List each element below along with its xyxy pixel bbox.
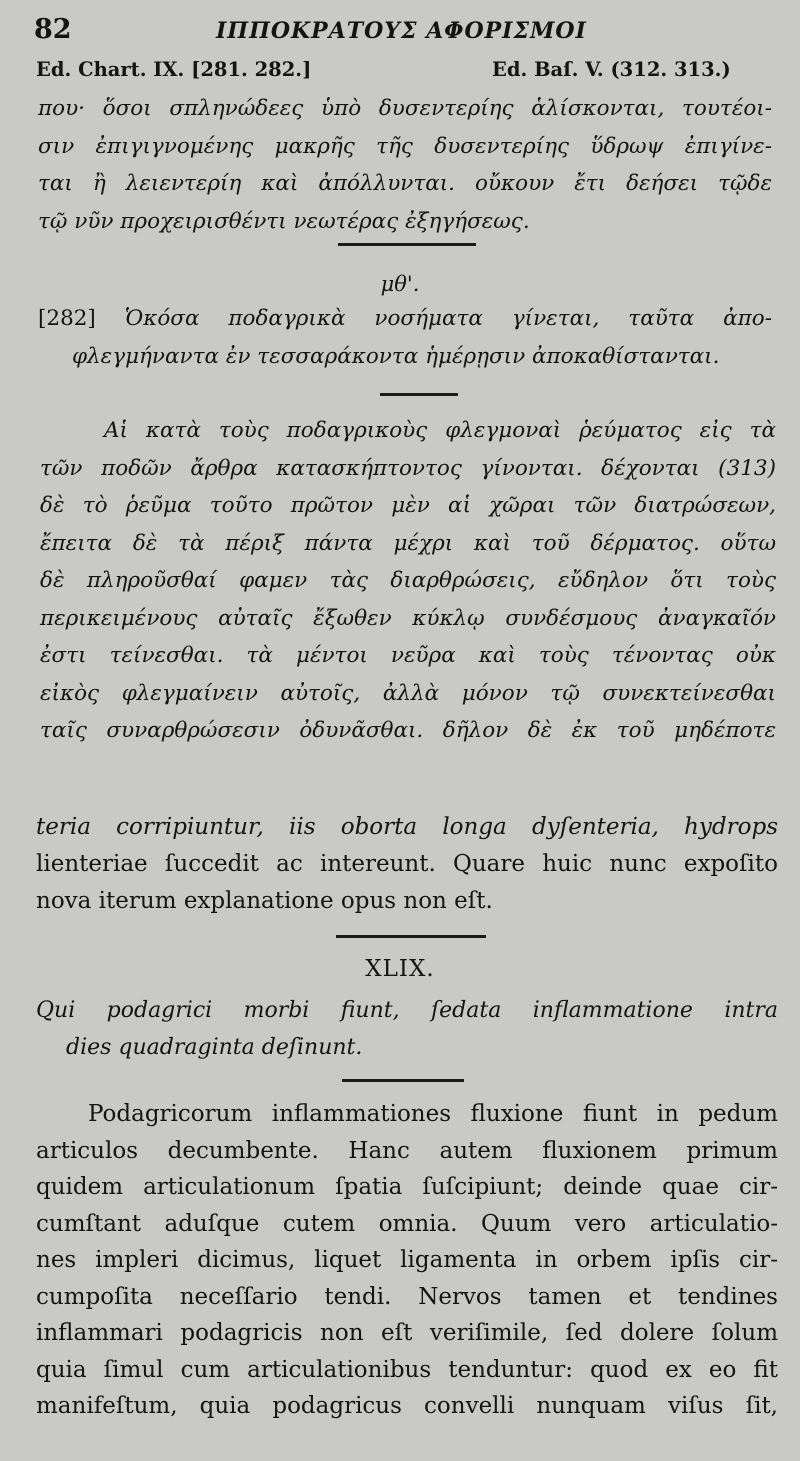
text-line: φλεγμήναντα ἐν τεσσαράκοντα ἡμέρῃσιν ἀποκαθίστανται. bbox=[72, 343, 720, 369]
section-divider bbox=[380, 393, 458, 396]
text-line: ἔπειτα δὲ τὰ πέριξ πάντα μέχρι καὶ τοῦ δέρματος. οὕτω bbox=[40, 530, 776, 556]
greek-aphorism bbox=[0, 300, 800, 375]
section-divider bbox=[338, 243, 476, 246]
text-line: nova iterum explanatione opus non eſt. bbox=[36, 888, 493, 914]
text-line: δὲ πληροῦσθαί φαμεν τὰς διαρθρώσεις, εὔδηλον ὅτι τοὺς bbox=[40, 568, 776, 593]
text-line: σιν ἐπιγιγνομένης μακρῆς τῆς δυσεντερίης ὕδρωψ ἐπιγίνε- bbox=[38, 133, 772, 159]
text-line: dies quadraginta deſinunt. bbox=[66, 1035, 363, 1060]
text-line: ταῖς συναρθρώσεσιν ὀδυνᾶσθαι. δῆλον δὲ ἐκ τοῦ μηδέποτε bbox=[40, 718, 776, 743]
text-line: inflammari podagricis non eſt veriſimile, ſed dolere ſolum bbox=[36, 1320, 778, 1346]
aphorism-text: Ὁκόσα ποδαγρικὰ νοσήματα γίνεται, ταῦτα ἀπο- bbox=[124, 306, 772, 331]
edition-basel-reference: Ed. Baſ. V. (312. 313.) bbox=[492, 58, 731, 81]
text-line: cumſtant aduſque cutem omnia. Quum vero articulatio- bbox=[36, 1210, 778, 1237]
greek-continuation-block bbox=[0, 90, 800, 240]
running-header bbox=[0, 14, 800, 52]
text-line: articulos decumbente. Hanc autem fluxionem primum bbox=[36, 1137, 778, 1164]
edition-chart-reference: Ed. Chart. IX. [281. 282.] bbox=[36, 58, 312, 81]
text-line: τῷ νῦν προχειρισθέντι νεωτέρας ἐξηγήσεως. bbox=[38, 208, 530, 234]
latin-commentary bbox=[0, 1096, 800, 1425]
text-line: quidem articulationum ſpatia ſuſcipiunt; deinde quae cir- bbox=[36, 1174, 778, 1200]
text-line: ται ἢ λειεντερίη καὶ ἀπόλλυνται. οὔκουν ἔτι δεήσει τῷδε bbox=[38, 171, 772, 196]
section-divider bbox=[342, 1079, 464, 1082]
section-divider bbox=[336, 935, 486, 938]
text-line: περικειμένους αὐταῖς ἔξωθεν κύκλῳ συνδέσμους ἀναγκαῖόν bbox=[40, 605, 776, 631]
text-line: τῶν ποδῶν ἄρθρα κατασκήπτοντος γίνονται. δέχονται (313) bbox=[40, 455, 776, 481]
greek-commentary bbox=[0, 412, 800, 750]
text-line: lienteriae ſuccedit ac intereunt. Quare huic nunc expoſito bbox=[36, 851, 778, 877]
text-line: teria corripiuntur, iis oborta longa dyſenteria, hydrops bbox=[36, 814, 778, 840]
running-title: ΙΠΠΟΚΡΑΤΟΥΣ ΑΦΟΡΙΣΜΟΙ bbox=[216, 18, 587, 44]
text-line: Podagricorum inflammationes fluxione fiunt in pedum bbox=[88, 1101, 778, 1127]
latin-aphorism bbox=[0, 992, 800, 1066]
text-line: manifeſtum, quia podagricus convelli nunquam viſus ſit, bbox=[36, 1393, 778, 1419]
text-line: που· ὅσοι σπληνώδεες ὑπὸ δυσεντερίης ἁλίσκονται, τουτέοι- bbox=[38, 96, 772, 121]
text-line: δὲ τὸ ῥεῦμα τοῦτο πρῶτον μὲν αἱ χῶραι τῶν διατρώσεων, bbox=[40, 493, 776, 518]
text-line: Qui podagrici morbi fiunt, ſedata inflammatione intra bbox=[36, 998, 778, 1023]
text-line: cumpoſita neceſſario tendi. Nervos tamen et tendines bbox=[36, 1283, 778, 1310]
latin-continuation-block bbox=[0, 809, 800, 920]
latin-section-number: XLIX. bbox=[365, 956, 435, 982]
text-line: quia ſimul cum articulationibus tenduntur: quod ex eo fit bbox=[36, 1356, 778, 1383]
text-line: ἐστι τείνεσθαι. τὰ μέντοι νεῦρα καὶ τοὺς τένοντας οὐκ bbox=[40, 643, 776, 668]
edition-references bbox=[0, 58, 800, 88]
greek-section-number: μθ'. bbox=[380, 272, 420, 296]
page-number: 82 bbox=[34, 14, 72, 45]
text-line: nes impleri dicimus, liquet ligamenta in orbem ipſis cir- bbox=[36, 1247, 778, 1273]
aphorism-page-label: [282] bbox=[38, 306, 96, 331]
text-line: εἰκὸς φλεγμαίνειν αὐτοῖς, ἀλλὰ μόνον τῷ συνεκτείνεσθαι bbox=[40, 680, 776, 706]
text-line: Αἱ κατὰ τοὺς ποδαγρικοὺς φλεγμοναὶ ῥεύματος εἰς τὰ bbox=[104, 418, 776, 443]
text-line bbox=[0, 300, 800, 338]
